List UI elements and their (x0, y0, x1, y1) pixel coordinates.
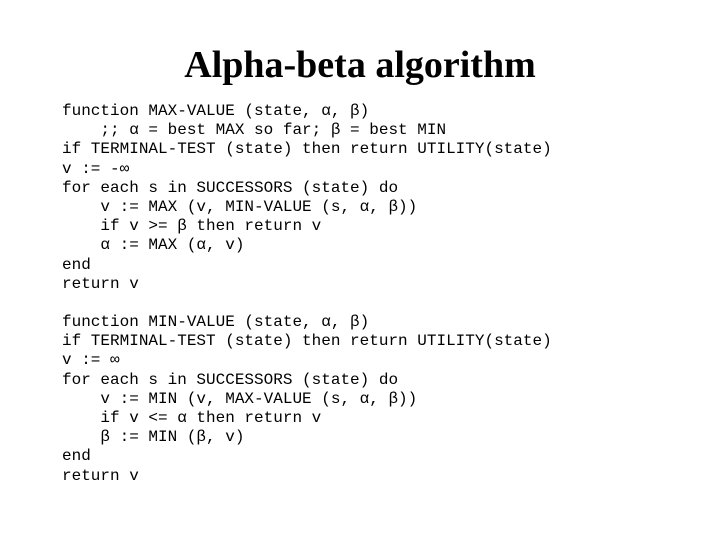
code-line: for each s in SUCCESSORS (state) do (62, 178, 399, 197)
block-separator (62, 294, 552, 313)
slide-title: Alpha-beta algorithm (184, 44, 536, 86)
code-line: ;; α = best MAX so far; β = best MIN (62, 121, 447, 140)
code-line: if TERMINAL-TEST (state) then return UTILITY(state) (62, 332, 552, 351)
code-line: return v (62, 466, 139, 485)
code-line: if v >= β then return v (62, 217, 322, 236)
pseudocode (62, 102, 552, 486)
code-line: if TERMINAL-TEST (state) then return UTILITY(state) (62, 140, 552, 159)
code-line: β := MIN (β, v) (62, 428, 245, 447)
code-line: for each s in SUCCESSORS (state) do (62, 370, 399, 389)
code-line: end (62, 255, 91, 274)
code-line: α := MAX (α, v) (62, 236, 245, 255)
code-line: end (62, 447, 91, 466)
code-line: function MIN-VALUE (state, α, β) (62, 313, 370, 332)
code-line: v := MIN (v, MAX-VALUE (s, α, β)) (62, 389, 418, 408)
code-line: v := -∞ (62, 159, 130, 178)
code-line: if v <= α then return v (62, 409, 322, 427)
code-line: return v (62, 274, 139, 293)
code-line: v := MAX (v, MIN-VALUE (s, α, β)) (62, 197, 418, 216)
code-line: v := ∞ (62, 351, 120, 370)
code-line: function MAX-VALUE (state, α, β) (62, 102, 370, 120)
